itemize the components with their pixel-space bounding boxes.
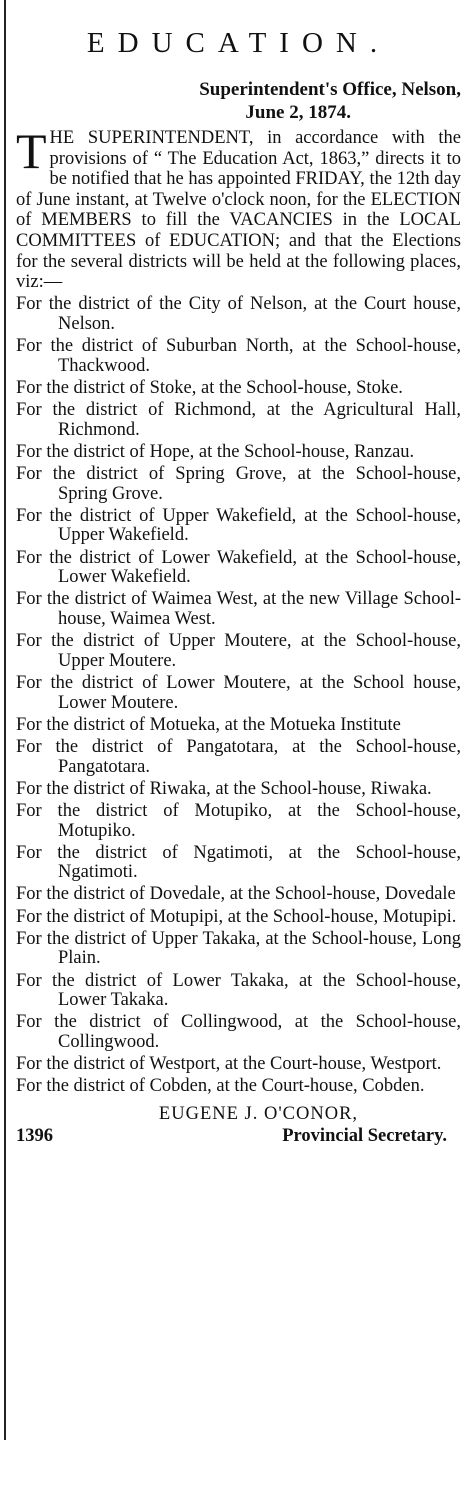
- district-item: For the district of Pangatotara, at the School-house, Pangatotara.: [16, 736, 461, 777]
- district-item: For the district of Upper Moutere, at the School-house, Upper Moutere.: [16, 631, 461, 671]
- district-item: For the district of Motupipi, at the School-house, Motupipi.: [16, 906, 457, 927]
- notice: [16, 0, 461, 1147]
- drop-cap: T: [16, 123, 47, 179]
- intro-text: HE SUPERINTENDENT, in accordance with the provisions of “ The Education Act, 1863,” directs it to be notified that he has appointed FRIDAY, the 12th day of June instant, at Twelve o'clock noon, for the ELECTION of MEMBERS to fill the VACANCIES in the LOCAL COMMITTEES of EDUCATION; and that the Elections for the several districts will be held at the following places, viz:—: [16, 128, 461, 293]
- office-line: Superintendent's Office, Nelson,: [199, 79, 461, 100]
- date-line: June 2, 1874.: [245, 102, 351, 123]
- signer-name: EUGENE J. O'CONOR,: [158, 1103, 359, 1124]
- district-item: For the district of Stoke, at the School-house, Stoke.: [16, 377, 403, 398]
- signature-block: [16, 1103, 461, 1147]
- column-rule: [4, 0, 6, 1440]
- district-item: For the district of Lower Takaka, at the School-house, Lower Takaka.: [16, 970, 461, 1011]
- notice-heading: EDUCATION.: [86, 27, 391, 59]
- district-item: For the district of Suburban North, at the School-house, Thackwood.: [16, 336, 461, 376]
- district-item: For the district of Lower Wakefield, at the School-house, Lower Wakefield.: [16, 547, 461, 588]
- signature-row: [16, 1125, 461, 1147]
- district-item: For the district of Richmond, at the Agricultural Hall, Richmond.: [16, 400, 461, 440]
- district-item: For the district of Upper Takaka, at the School-house, Long Plain.: [16, 928, 461, 969]
- ad-number: 1396: [16, 1125, 53, 1146]
- district-item: For the district of Spring Grove, at the School-house, Spring Grove.: [16, 464, 461, 504]
- intro-paragraph: [16, 123, 461, 293]
- district-item: For the district of Motueka, at the Motueka Institute: [16, 714, 401, 735]
- district-item: For the district of Motupiko, at the School-house, Motupiko.: [16, 800, 461, 841]
- district-item: For the district of Upper Wakefield, at the School-house, Upper Wakefield.: [16, 505, 461, 546]
- district-item: For the district of Cobden, at the Court-house, Cobden.: [16, 1076, 425, 1097]
- district-item: For the district of the City of Nelson, at the Court house, Nelson.: [16, 294, 461, 334]
- district-item: For the district of Lower Moutere, at the School house, Lower Moutere.: [16, 672, 461, 713]
- district-item: For the district of Dovedale, at the School-house, Dovedale: [16, 884, 456, 905]
- signer-title: Provincial Secretary.: [282, 1125, 447, 1146]
- district-list: [16, 295, 461, 1097]
- district-item: For the district of Waimea West, at the new Village School-house, Waimea West.: [16, 589, 461, 629]
- district-item: For the district of Westport, at the Court-house, Westport.: [16, 1054, 442, 1075]
- district-item: For the district of Ngatimoti, at the School-house, Ngatimoti.: [16, 842, 461, 883]
- district-item: For the district of Riwaka, at the School-house, Riwaka.: [16, 778, 432, 799]
- district-item: For the district of Collingwood, at the School-house, Collingwood.: [16, 1012, 461, 1052]
- dateline: [16, 78, 461, 124]
- district-item: For the district of Hope, at the School-house, Ranzau.: [16, 441, 415, 462]
